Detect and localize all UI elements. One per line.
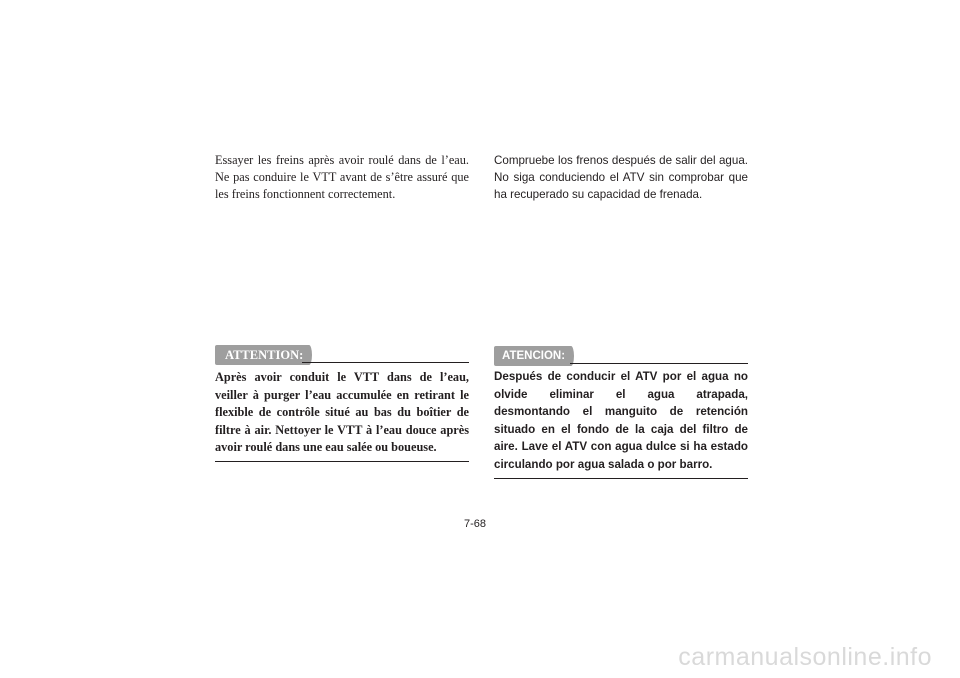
french-notice-bottom-rule (215, 461, 469, 462)
spanish-body-text: Compruebe los frenos después de salir del agua. No siga conduciendo el ATV sin comprobar que ha recuperado su capacidad de frenada. (494, 154, 748, 201)
french-notice-rule (302, 362, 469, 363)
page-number: 7-68 (464, 518, 487, 530)
spanish-notice (494, 346, 748, 479)
spanish-notice-rule (570, 363, 748, 364)
watermark: carmanualsonline.info (678, 643, 932, 671)
french-notice-text: Après avoir conduit le VTT dans de l’eau, veiller à purger l’eau accumulée en retirant le flexible de contrôle situé au bas du boîtier de filtre à air. Nettoyer le VTT à l’eau douce après avoir roulé dans une eau salée ou boueuse. (215, 370, 469, 454)
spanish-notice-label: ATENCION: (494, 346, 571, 366)
french-body-text: Essayer les freins après avoir roulé dans de l’eau. Ne pas conduire le VTT avant de s’être assuré que les freins fonctionnent correctement. (215, 153, 469, 201)
french-notice (215, 345, 469, 462)
french-notice-header (215, 345, 469, 365)
spanish-notice-header (494, 346, 748, 366)
french-notice-label: ATTENTION: (215, 345, 309, 365)
spanish-notice-text: Después de conducir el ATV por el agua no olvide eliminar el agua atrapada, desmontando el manguito de retención situado en el fondo de la caja del filtro de aire. Lave el ATV con agua dulce si ha estado circulando por agua salada o por barro. (494, 370, 748, 471)
spanish-notice-bottom-rule (494, 478, 748, 479)
